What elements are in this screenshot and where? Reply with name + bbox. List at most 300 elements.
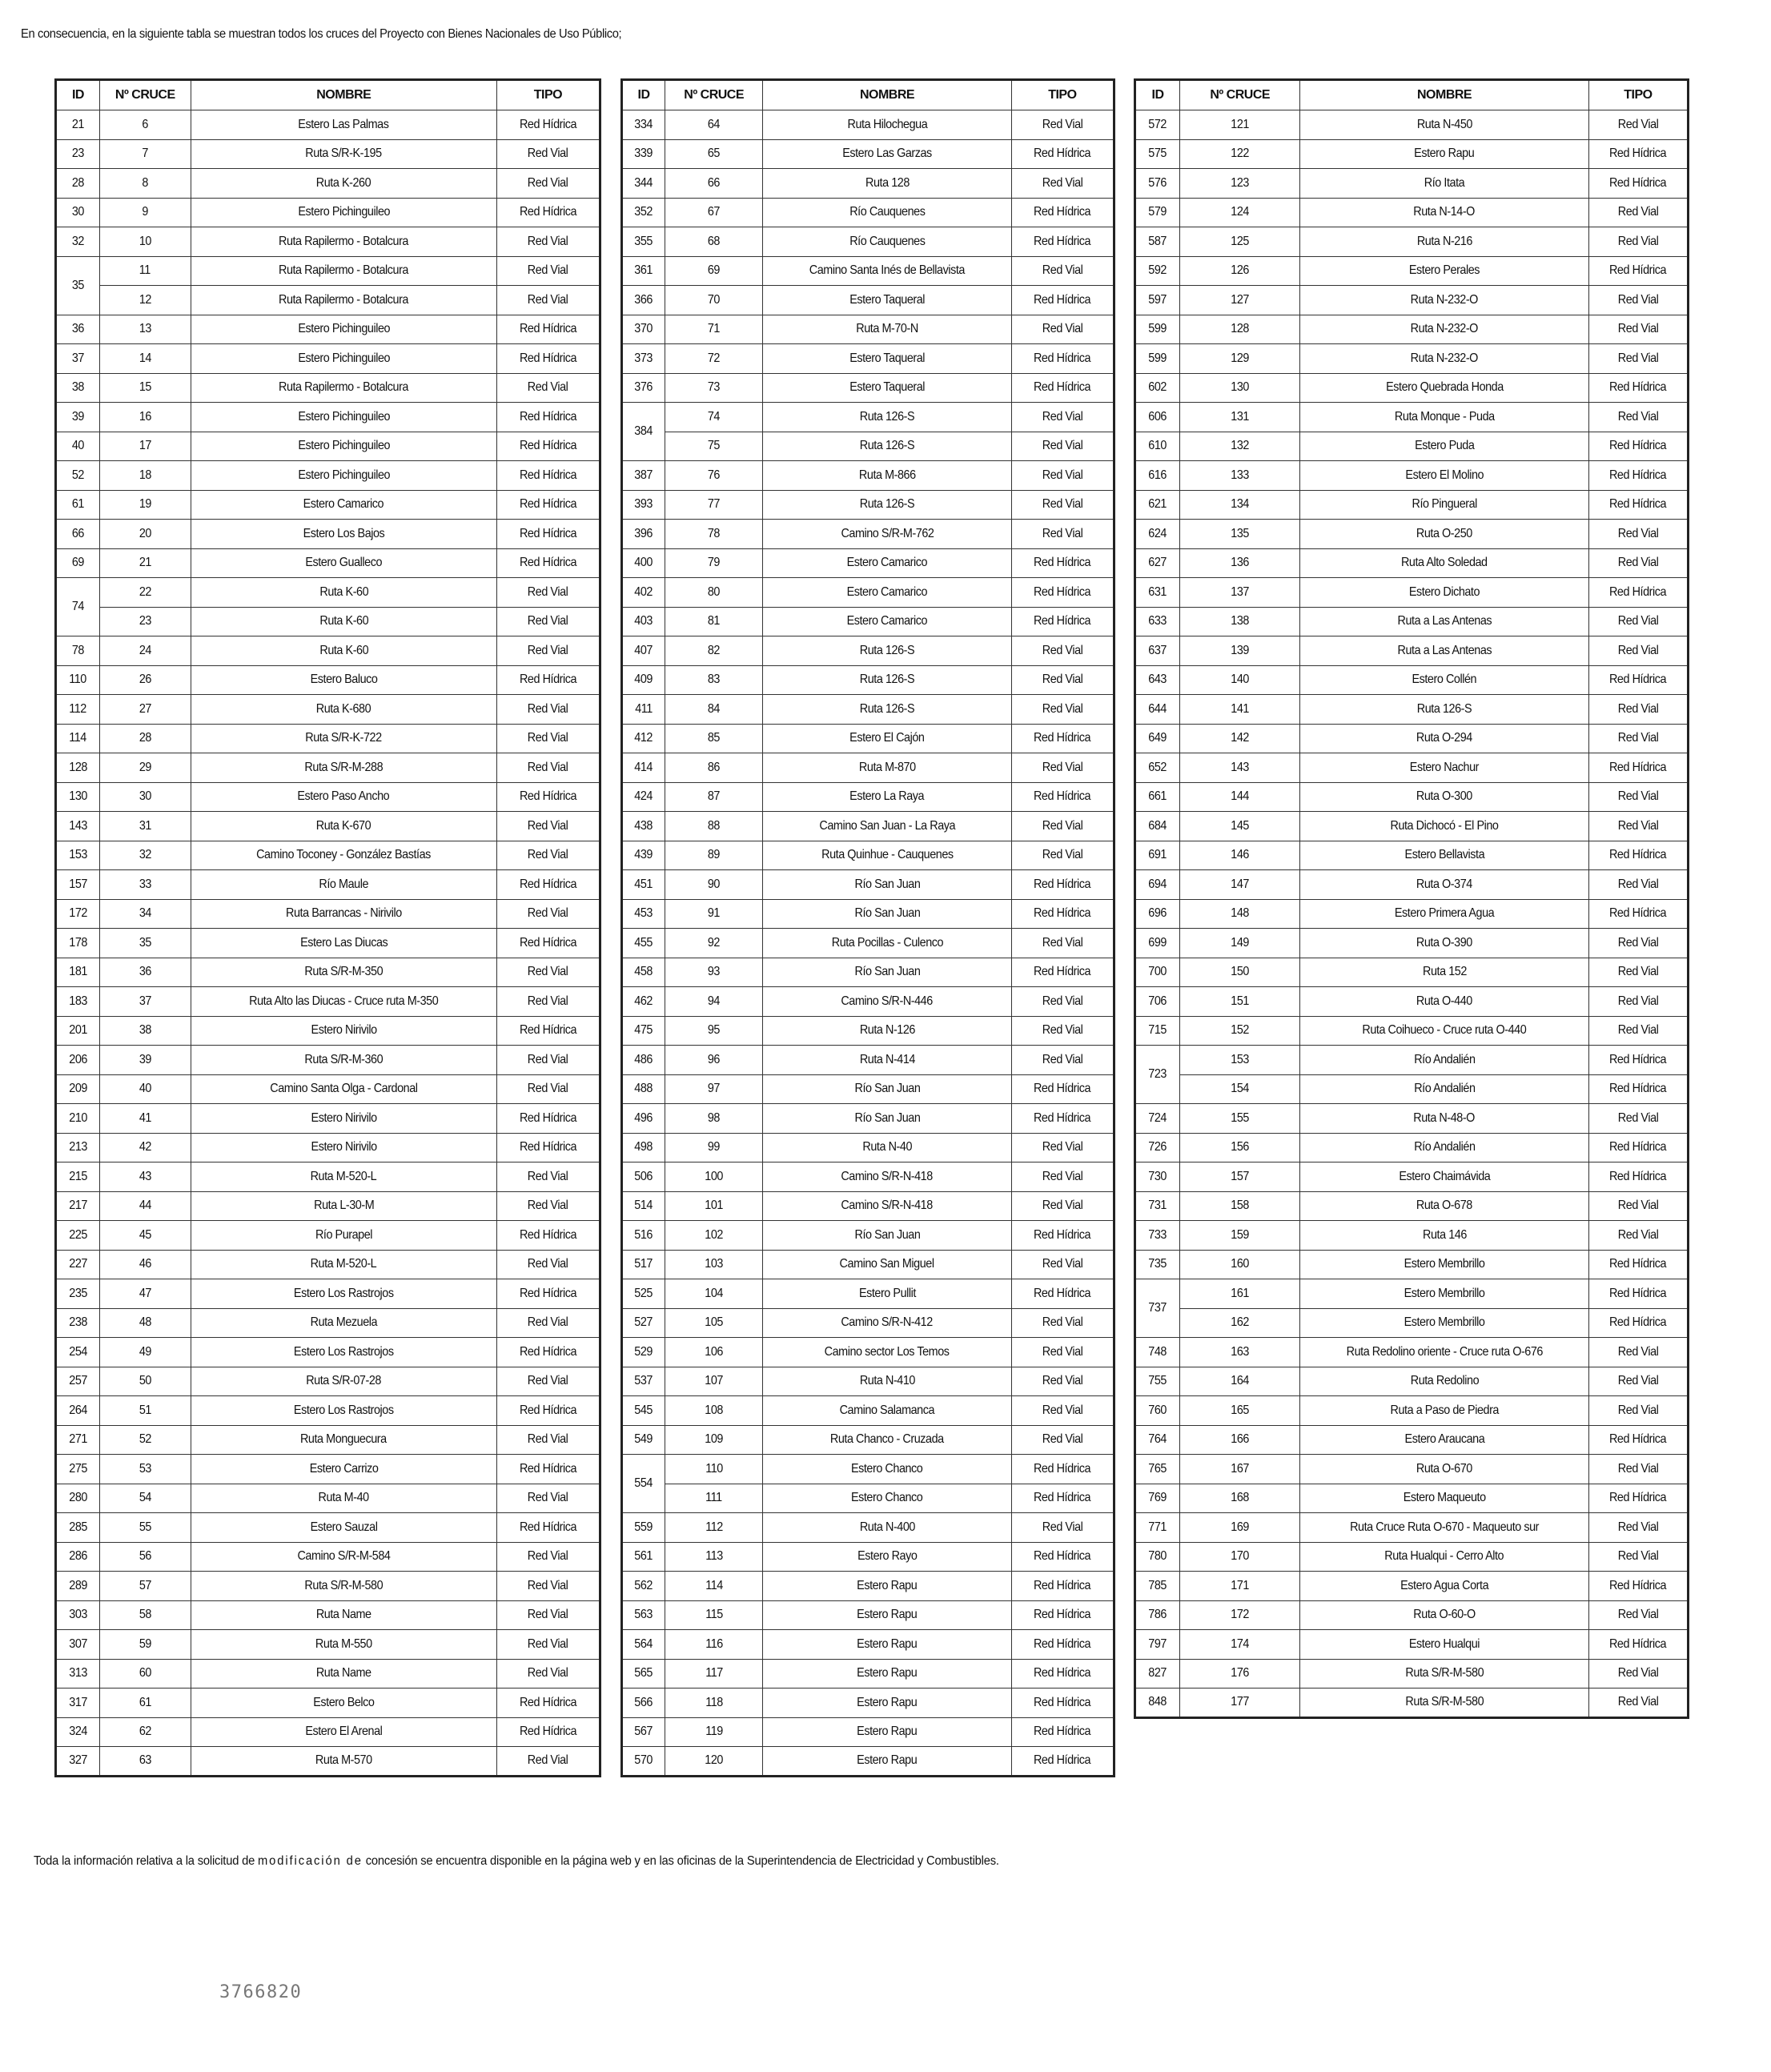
cell-nombre: Ruta N-126 [763, 1016, 1012, 1046]
cell-cruce: 88 [665, 812, 763, 841]
table-row [56, 461, 600, 491]
cell-nombre: Ruta S/R-K-722 [191, 724, 496, 753]
cell-tipo: Red Vial [1011, 1367, 1114, 1396]
cell-id: 827 [1135, 1659, 1180, 1689]
cell-cruce: 23 [99, 607, 191, 636]
cell-id: 760 [1135, 1396, 1180, 1426]
cell-id: 28 [56, 169, 100, 199]
table-row [622, 432, 1114, 461]
cell-tipo: Red Vial [1588, 198, 1688, 227]
cell-nombre: Camino Santa Inés de Bellavista [763, 256, 1012, 286]
table-row [56, 578, 600, 608]
cell-cruce: 131 [1180, 403, 1300, 432]
table-row [622, 227, 1114, 257]
table-row [622, 1221, 1114, 1251]
cell-tipo: Red Vial [1011, 1396, 1114, 1426]
cell-nombre: Ruta M-70-N [763, 315, 1012, 344]
cell-cruce: 29 [99, 753, 191, 783]
cell-cruce: 21 [99, 548, 191, 578]
cell-nombre: Estero Camarico [763, 578, 1012, 608]
cell-nombre: Ruta M-866 [763, 461, 1012, 491]
cell-tipo: Red Hídrica [1588, 1572, 1688, 1601]
cell-cruce: 27 [99, 695, 191, 725]
cell-tipo: Red Hídrica [1011, 198, 1114, 227]
cell-tipo: Red Hídrica [1588, 1162, 1688, 1192]
cell-tipo: Red Hídrica [1011, 1600, 1114, 1630]
table-row [56, 1689, 600, 1718]
cell-nombre: Río Andalién [1300, 1074, 1589, 1104]
cell-cruce: 113 [665, 1542, 763, 1572]
cell-id: 602 [1135, 373, 1180, 403]
cell-tipo: Red Hídrica [496, 1689, 600, 1718]
cell-cruce: 133 [1180, 461, 1300, 491]
table-row [622, 1425, 1114, 1455]
cell-id: 40 [56, 432, 100, 461]
cell-cruce: 109 [665, 1425, 763, 1455]
header-cruce: Nº CRUCE [99, 80, 191, 110]
cell-id: 785 [1135, 1572, 1180, 1601]
cell-nombre: Ruta Cruce Ruta O-670 - Maqueuto sur [1300, 1513, 1589, 1543]
cell-id: 644 [1135, 695, 1180, 725]
cell-tipo: Red Vial [1011, 1425, 1114, 1455]
cell-tipo: Red Hídrica [496, 1221, 600, 1251]
cell-tipo: Red Vial [496, 1425, 600, 1455]
cell-id: 737 [1135, 1279, 1180, 1338]
cell-cruce: 118 [665, 1689, 763, 1718]
cell-id: 458 [622, 958, 665, 987]
cell-nombre: Ruta Mezuela [191, 1308, 496, 1338]
cell-id: 289 [56, 1572, 100, 1601]
cell-nombre: Ruta N-414 [763, 1046, 1012, 1075]
cell-cruce: 13 [99, 315, 191, 344]
cell-cruce: 82 [665, 636, 763, 666]
cell-cruce: 85 [665, 724, 763, 753]
table-row [1135, 1659, 1689, 1689]
cell-tipo: Red Vial [1588, 548, 1688, 578]
cell-id: 285 [56, 1513, 100, 1543]
cell-tipo: Red Vial [1588, 403, 1688, 432]
cell-id: 376 [622, 373, 665, 403]
cell-id: 723 [1135, 1046, 1180, 1104]
cell-nombre: Río Cauquenes [763, 198, 1012, 227]
cell-tipo: Red Vial [1588, 695, 1688, 725]
table-row [1135, 724, 1689, 753]
cell-nombre: Estero Taqueral [763, 286, 1012, 315]
cell-tipo: Red Hídrica [496, 665, 600, 695]
cell-id: 643 [1135, 665, 1180, 695]
table-row [56, 1542, 600, 1572]
cell-id: 575 [1135, 139, 1180, 169]
cell-nombre: Estero Paso Ancho [191, 782, 496, 812]
cell-nombre: Estero Taqueral [763, 344, 1012, 374]
cell-tipo: Red Vial [1011, 110, 1114, 140]
table-row [1135, 870, 1689, 900]
cell-id: 755 [1135, 1367, 1180, 1396]
table-row [56, 753, 600, 783]
cell-id: 624 [1135, 520, 1180, 549]
cell-nombre: Estero Chanco [763, 1455, 1012, 1484]
cell-cruce: 147 [1180, 870, 1300, 900]
cell-cruce: 80 [665, 578, 763, 608]
cell-cruce: 77 [665, 490, 763, 520]
cell-nombre: Camino S/R-M-584 [191, 1542, 496, 1572]
table-row [56, 1659, 600, 1689]
cell-tipo: Red Vial [496, 1191, 600, 1221]
table-row [56, 958, 600, 987]
cell-cruce: 126 [1180, 256, 1300, 286]
cell-nombre: Estero Rapu [763, 1630, 1012, 1660]
cell-tipo: Red Vial [1011, 256, 1114, 286]
cell-cruce: 56 [99, 1542, 191, 1572]
table-row [1135, 344, 1689, 374]
cell-tipo: Red Hídrica [496, 870, 600, 900]
cell-nombre: Ruta Rapilermo - Botalcura [191, 227, 496, 257]
table-row [1135, 1250, 1689, 1279]
cell-id: 563 [622, 1600, 665, 1630]
cell-id: 570 [622, 1747, 665, 1777]
cell-id: 529 [622, 1338, 665, 1367]
cell-nombre: Ruta S/R-07-28 [191, 1367, 496, 1396]
table-row [1135, 636, 1689, 666]
cell-nombre: Estero Las Garzas [763, 139, 1012, 169]
cell-nombre: Camino Toconey - González Bastías [191, 841, 496, 870]
table-row [622, 1279, 1114, 1309]
cell-tipo: Red Hídrica [496, 403, 600, 432]
table-row [56, 987, 600, 1017]
cell-tipo: Red Hídrica [1588, 578, 1688, 608]
cell-tipo: Red Hídrica [1011, 958, 1114, 987]
cell-tipo: Red Vial [1588, 227, 1688, 257]
cell-nombre: Ruta O-294 [1300, 724, 1589, 753]
cell-nombre: Río Itata [1300, 169, 1589, 199]
cell-nombre: Estero La Raya [763, 782, 1012, 812]
header-cruce: Nº CRUCE [1180, 80, 1300, 110]
cell-id: 537 [622, 1367, 665, 1396]
table-row [622, 1659, 1114, 1689]
table-row [1135, 1542, 1689, 1572]
cell-tipo: Red Hídrica [496, 110, 600, 140]
cell-cruce: 41 [99, 1104, 191, 1134]
cell-nombre: Ruta a Las Antenas [1300, 636, 1589, 666]
table-row [1135, 929, 1689, 958]
table-row [56, 548, 600, 578]
cell-cruce: 64 [665, 110, 763, 140]
table-row [622, 344, 1114, 374]
cell-cruce: 127 [1180, 286, 1300, 315]
table-row [1135, 520, 1689, 549]
cell-id: 403 [622, 607, 665, 636]
cell-tipo: Red Vial [496, 286, 600, 315]
table-row [56, 490, 600, 520]
cell-id: 257 [56, 1367, 100, 1396]
cell-cruce: 37 [99, 987, 191, 1017]
cell-id: 52 [56, 461, 100, 491]
cell-id: 37 [56, 344, 100, 374]
cell-nombre: Ruta Redolino oriente - Cruce ruta O-676 [1300, 1338, 1589, 1367]
footnote-part-2: concesión se encuentra disponible en la página web y en las oficinas de la Superintendencia de Electricidad y Combustibles. [365, 1854, 999, 1868]
table-row [56, 1074, 600, 1104]
cell-nombre: Ruta 128 [763, 169, 1012, 199]
table-row [622, 812, 1114, 841]
cell-id: 313 [56, 1659, 100, 1689]
cell-cruce: 19 [99, 490, 191, 520]
cell-nombre: Ruta K-60 [191, 578, 496, 608]
cell-tipo: Red Vial [1011, 1250, 1114, 1279]
cell-cruce: 55 [99, 1513, 191, 1543]
cell-tipo: Red Vial [496, 841, 600, 870]
cell-cruce: 92 [665, 929, 763, 958]
cell-cruce: 75 [665, 432, 763, 461]
cell-cruce: 12 [99, 286, 191, 315]
cell-tipo: Red Hídrica [1588, 1046, 1688, 1075]
cell-id: 438 [622, 812, 665, 841]
cell-nombre: Estero Perales [1300, 256, 1589, 286]
cell-nombre: Ruta Name [191, 1659, 496, 1689]
cell-cruce: 122 [1180, 139, 1300, 169]
cell-tipo: Red Vial [1588, 987, 1688, 1017]
table-row [56, 1221, 600, 1251]
table-row [1135, 490, 1689, 520]
cell-id: 366 [622, 286, 665, 315]
cell-id: 307 [56, 1630, 100, 1660]
cell-id: 178 [56, 929, 100, 958]
cell-id: 726 [1135, 1133, 1180, 1162]
cell-cruce: 111 [665, 1484, 763, 1513]
cell-tipo: Red Vial [496, 899, 600, 929]
table-row [56, 1133, 600, 1162]
cell-nombre: Río San Juan [763, 899, 1012, 929]
cell-nombre: Ruta a Las Antenas [1300, 607, 1589, 636]
cell-nombre: Ruta K-60 [191, 607, 496, 636]
table-row [56, 139, 600, 169]
cell-cruce: 174 [1180, 1630, 1300, 1660]
table-row [56, 1572, 600, 1601]
cell-cruce: 97 [665, 1074, 763, 1104]
cell-id: 564 [622, 1630, 665, 1660]
table-row [622, 1747, 1114, 1777]
cell-cruce: 157 [1180, 1162, 1300, 1192]
cell-nombre: Río Cauquenes [763, 227, 1012, 257]
cell-cruce: 44 [99, 1191, 191, 1221]
cell-nombre: Estero Pichinguileo [191, 461, 496, 491]
table-row [56, 665, 600, 695]
cell-id: 286 [56, 1542, 100, 1572]
table-row [622, 870, 1114, 900]
cell-id: 110 [56, 665, 100, 695]
cell-cruce: 76 [665, 461, 763, 491]
cell-nombre: Río Pingueral [1300, 490, 1589, 520]
cell-cruce: 94 [665, 987, 763, 1017]
table-row [56, 1455, 600, 1484]
cell-id: 327 [56, 1747, 100, 1777]
table-row [622, 373, 1114, 403]
cell-tipo: Red Hídrica [1011, 1689, 1114, 1718]
cell-nombre: Estero Pichinguileo [191, 432, 496, 461]
cell-id: 114 [56, 724, 100, 753]
cell-tipo: Red Hídrica [496, 548, 600, 578]
cell-id: 407 [622, 636, 665, 666]
cell-cruce: 42 [99, 1133, 191, 1162]
cell-tipo: Red Vial [1588, 1659, 1688, 1689]
cell-tipo: Red Vial [1588, 929, 1688, 958]
cell-id: 694 [1135, 870, 1180, 900]
cell-nombre: Ruta Alto las Diucas - Cruce ruta M-350 [191, 987, 496, 1017]
table-row [56, 1250, 600, 1279]
table-row [622, 1250, 1114, 1279]
cell-cruce: 89 [665, 841, 763, 870]
cell-tipo: Red Vial [1011, 403, 1114, 432]
table-row [1135, 1572, 1689, 1601]
cell-id: 451 [622, 870, 665, 900]
cell-nombre: Camino S/R-M-762 [763, 520, 1012, 549]
cell-tipo: Red Hídrica [1588, 1484, 1688, 1513]
cell-id: 206 [56, 1046, 100, 1075]
cell-tipo: Red Vial [496, 1250, 600, 1279]
cell-nombre: Ruta S/R-M-580 [191, 1572, 496, 1601]
cell-id: 411 [622, 695, 665, 725]
intro-text: En consecuencia, en la siguiente tabla se muestran todos los cruces del Proyecto con Bienes Nacionales de Uso Público; [21, 27, 622, 41]
table-row [622, 1046, 1114, 1075]
cell-cruce: 101 [665, 1191, 763, 1221]
table-row [1135, 607, 1689, 636]
cell-nombre: Ruta S/R-M-360 [191, 1046, 496, 1075]
table-row [622, 1016, 1114, 1046]
table-row [56, 432, 600, 461]
cell-tipo: Red Hídrica [1588, 373, 1688, 403]
header-tipo: TIPO [1011, 80, 1114, 110]
table-row [622, 169, 1114, 199]
cell-id: 587 [1135, 227, 1180, 257]
cell-id: 661 [1135, 782, 1180, 812]
cell-tipo: Red Hídrica [496, 1455, 600, 1484]
cell-nombre: Estero Agua Corta [1300, 1572, 1589, 1601]
cell-nombre: Ruta N-232-O [1300, 286, 1589, 315]
cell-cruce: 144 [1180, 782, 1300, 812]
cell-id: 691 [1135, 841, 1180, 870]
cell-cruce: 14 [99, 344, 191, 374]
cell-cruce: 116 [665, 1630, 763, 1660]
cell-nombre: Estero Rapu [763, 1717, 1012, 1747]
cell-tipo: Red Hídrica [1011, 1717, 1114, 1747]
cell-tipo: Red Hídrica [1011, 373, 1114, 403]
cell-cruce: 123 [1180, 169, 1300, 199]
table-row [56, 841, 600, 870]
cell-id: 514 [622, 1191, 665, 1221]
cell-tipo: Red Vial [1011, 461, 1114, 491]
table-row [622, 636, 1114, 666]
cell-nombre: Estero Pichinguileo [191, 403, 496, 432]
cell-nombre: Ruta 126-S [1300, 695, 1589, 725]
cell-cruce: 87 [665, 782, 763, 812]
table-row [622, 1104, 1114, 1134]
table-row [1135, 286, 1689, 315]
cell-tipo: Red Vial [1588, 1689, 1688, 1718]
cell-nombre: Estero Araucana [1300, 1425, 1589, 1455]
cell-id: 78 [56, 636, 100, 666]
cell-cruce: 161 [1180, 1279, 1300, 1309]
cell-tipo: Red Vial [496, 1484, 600, 1513]
cell-tipo: Red Vial [1588, 110, 1688, 140]
cell-cruce: 132 [1180, 432, 1300, 461]
cell-tipo: Red Hídrica [496, 432, 600, 461]
cell-cruce: 38 [99, 1016, 191, 1046]
crossings-table-3 [1134, 78, 1689, 1719]
cell-cruce: 30 [99, 782, 191, 812]
cell-cruce: 154 [1180, 1074, 1300, 1104]
cell-tipo: Red Hídrica [1011, 1279, 1114, 1309]
table-row [622, 665, 1114, 695]
cell-cruce: 124 [1180, 198, 1300, 227]
cell-nombre: Río San Juan [763, 1104, 1012, 1134]
cell-cruce: 99 [665, 1133, 763, 1162]
cell-nombre: Ruta Name [191, 1600, 496, 1630]
cell-id: 254 [56, 1338, 100, 1367]
cell-cruce: 47 [99, 1279, 191, 1309]
cell-nombre: Ruta Dichocó - El Pino [1300, 812, 1589, 841]
cell-cruce: 78 [665, 520, 763, 549]
cell-cruce: 17 [99, 432, 191, 461]
cell-nombre: Estero Nirivilo [191, 1104, 496, 1134]
table-row [1135, 987, 1689, 1017]
cell-nombre: Estero Collén [1300, 665, 1589, 695]
table-row [1135, 1046, 1689, 1075]
cell-nombre: Ruta Monque - Puda [1300, 403, 1589, 432]
cell-nombre: Ruta L-30-M [191, 1191, 496, 1221]
cell-tipo: Red Hídrica [496, 1338, 600, 1367]
cell-nombre: Ruta M-870 [763, 753, 1012, 783]
table-row [1135, 1425, 1689, 1455]
cell-id: 545 [622, 1396, 665, 1426]
cell-tipo: Red Vial [1011, 1016, 1114, 1046]
table-row [622, 695, 1114, 725]
cell-tipo: Red Hídrica [496, 198, 600, 227]
cell-tipo: Red Vial [1588, 1396, 1688, 1426]
cell-id: 488 [622, 1074, 665, 1104]
cell-cruce: 6 [99, 110, 191, 140]
cell-tipo: Red Hídrica [1588, 841, 1688, 870]
cell-nombre: Estero Camarico [763, 548, 1012, 578]
cell-id: 567 [622, 1717, 665, 1747]
cell-cruce: 156 [1180, 1133, 1300, 1162]
cell-id: 486 [622, 1046, 665, 1075]
cell-nombre: Ruta S/R-M-288 [191, 753, 496, 783]
cell-nombre: Río Andalién [1300, 1133, 1589, 1162]
cell-tipo: Red Hídrica [1011, 578, 1114, 608]
cell-id: 409 [622, 665, 665, 695]
cell-nombre: Estero Dichato [1300, 578, 1589, 608]
cell-cruce: 139 [1180, 636, 1300, 666]
table-row [56, 870, 600, 900]
table-row [1135, 1279, 1689, 1309]
cell-tipo: Red Vial [1011, 520, 1114, 549]
cell-nombre: Ruta N-450 [1300, 110, 1589, 140]
table-row [622, 1338, 1114, 1367]
cell-id: 352 [622, 198, 665, 227]
table-row [1135, 1630, 1689, 1660]
document-number: 3766820 [219, 1982, 303, 2002]
table-row [1135, 753, 1689, 783]
cell-tipo: Red Vial [496, 1630, 600, 1660]
cell-tipo: Red Hídrica [496, 782, 600, 812]
cell-nombre: Ruta O-250 [1300, 520, 1589, 549]
cell-tipo: Red Hídrica [1588, 665, 1688, 695]
cell-tipo: Red Hídrica [1588, 1250, 1688, 1279]
table-row [56, 812, 600, 841]
cell-cruce: 10 [99, 227, 191, 257]
crossings-table-2 [620, 78, 1115, 1777]
cell-cruce: 18 [99, 461, 191, 491]
table-row [622, 1572, 1114, 1601]
